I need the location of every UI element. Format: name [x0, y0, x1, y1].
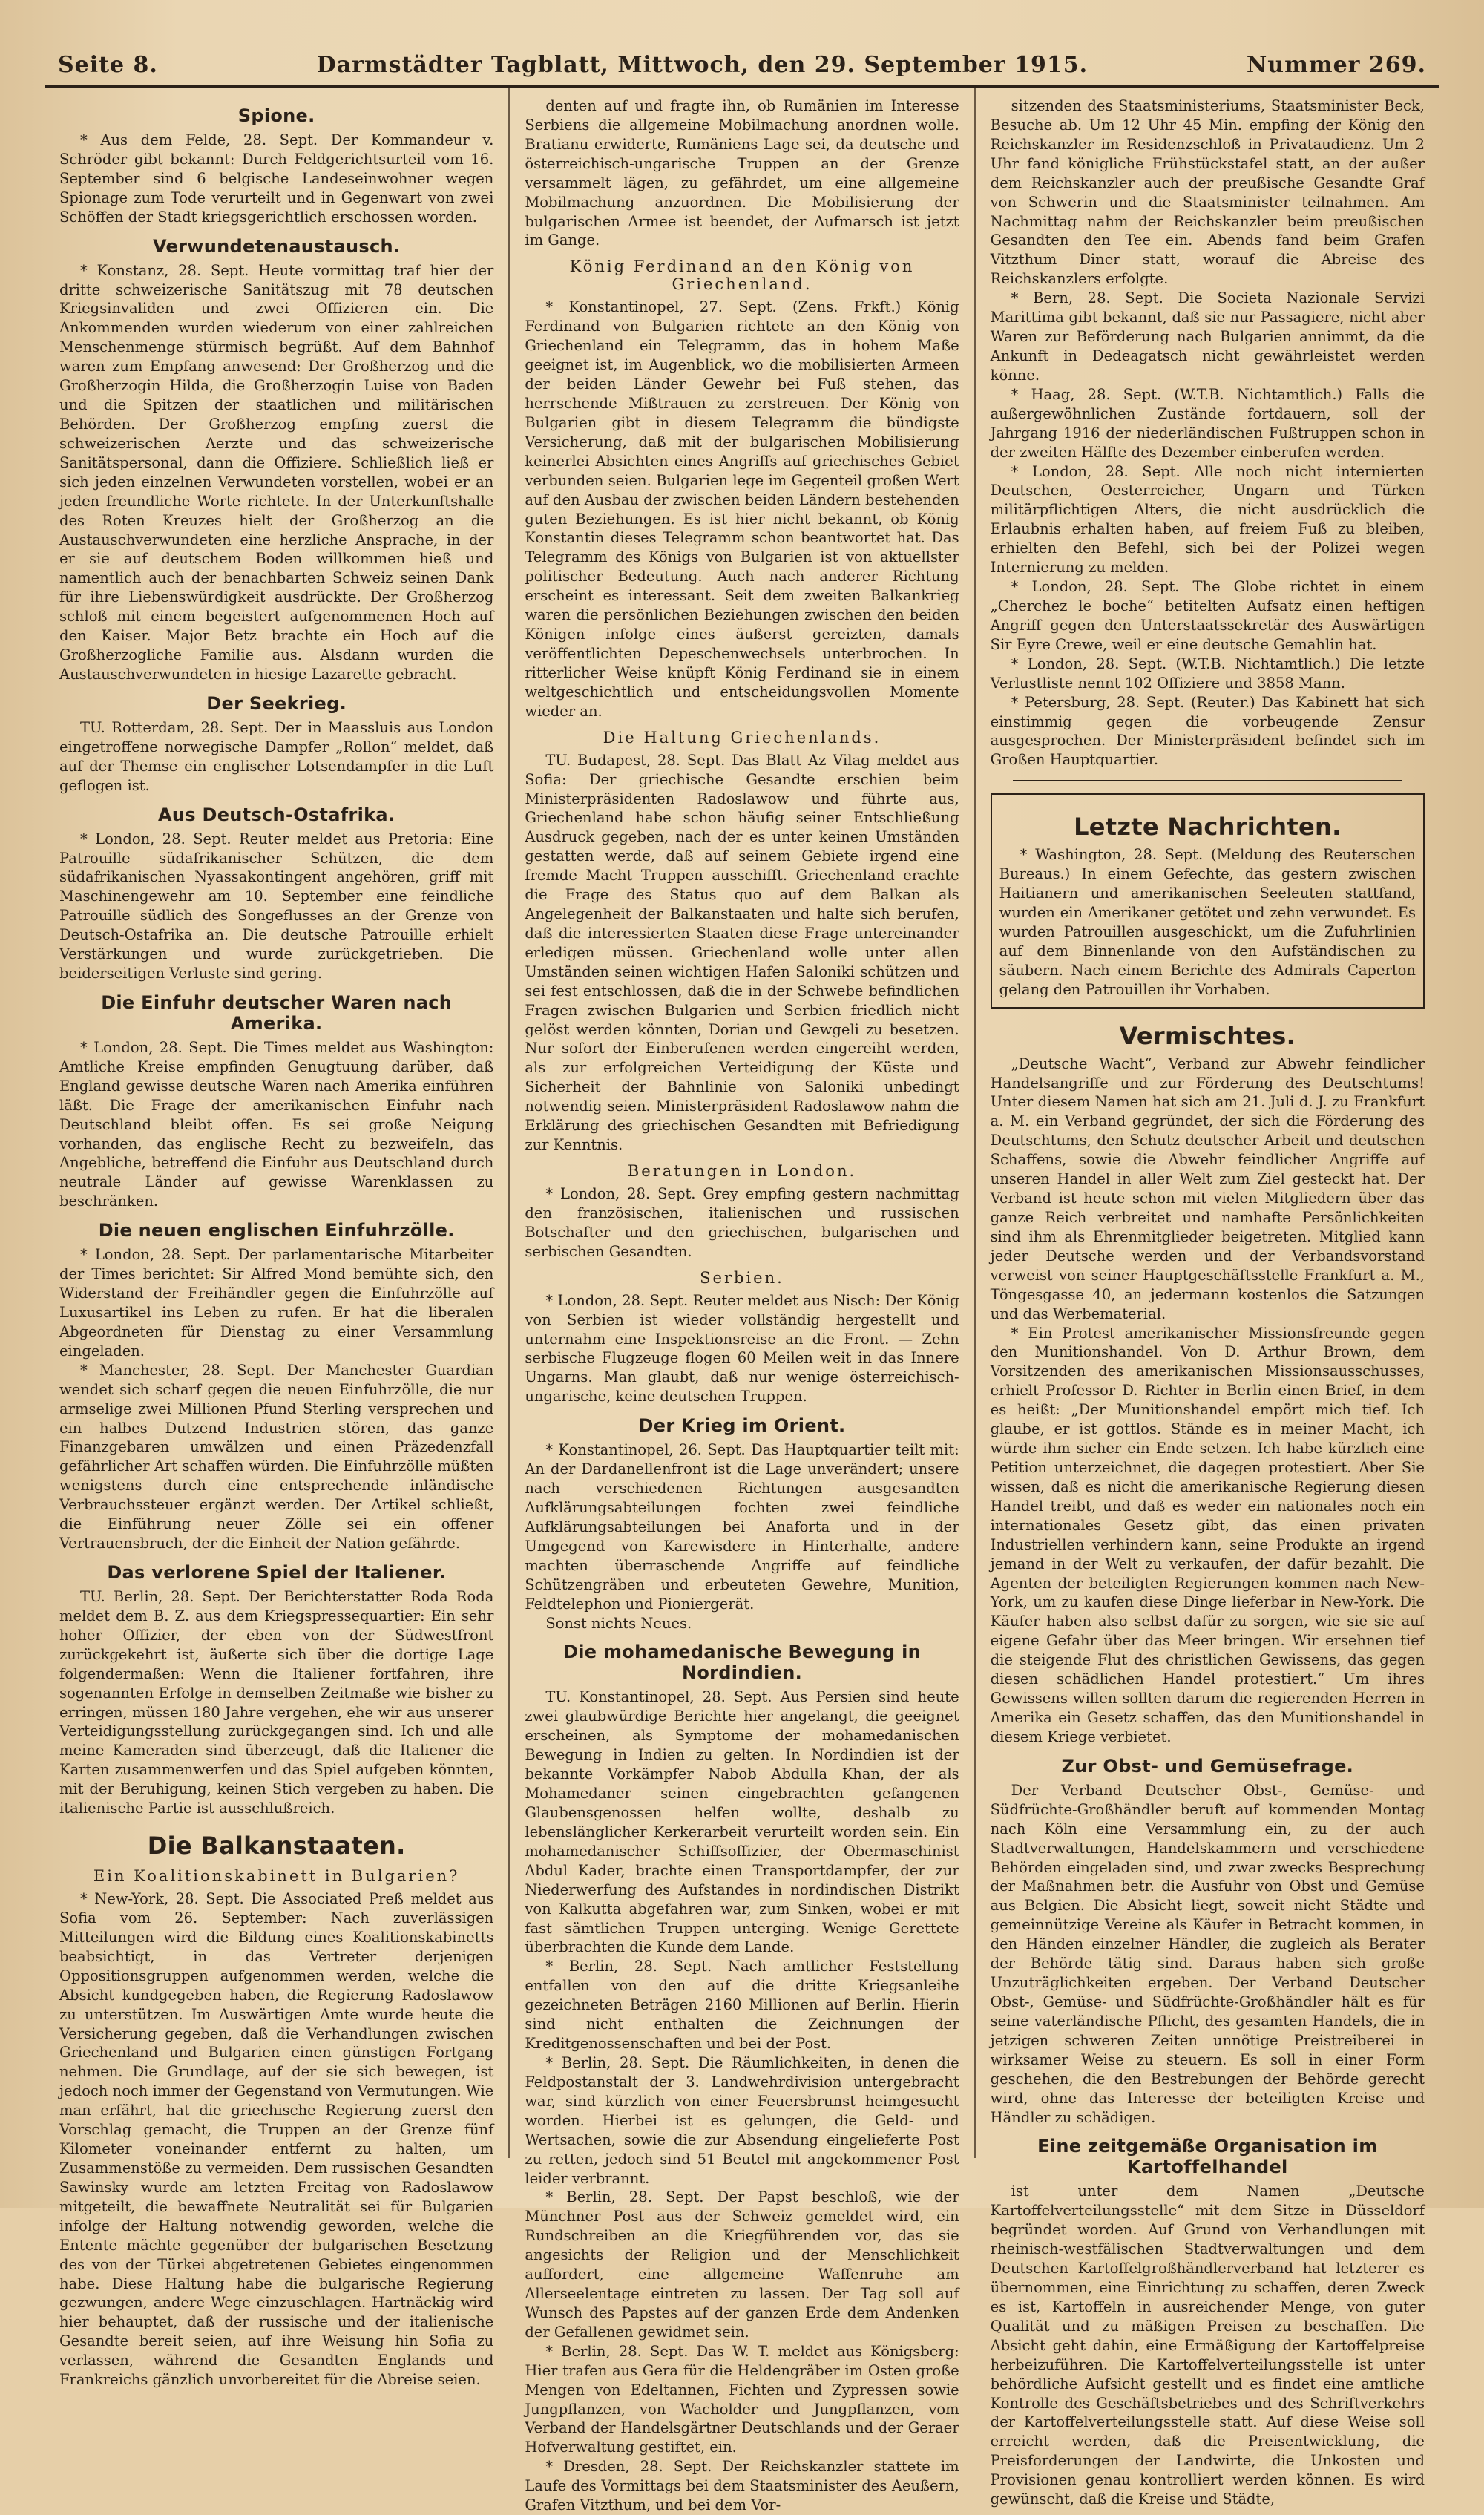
section-heading-large: Vermischtes. [1119, 1021, 1296, 1050]
article-paragraph: * Petersburg, 28. Sept. (Reuter.) Das Kabinett hat sich einstimmig gegen die vorbeugende Zensur ausgesprochen. Der Ministerpräsident befindet sich im Großen Hauptquartier. [990, 693, 1425, 769]
article-paragraph: ist unter dem Namen „Deutsche Kartoffelverteilungsstelle“ mit dem Sitze in Düsseldorf begründet worden. Auf Grund von Verhandlungen mit rheinisch-westfälischen Stadtverwaltungen und dem Deutschen Kartoffelgroßhändlerverband hat letzterer es übernommen, eine Einrichtung zu schaffen, deren Zweck es ist, Kartoffeln in ausreichender Menge, von guter Qualität und zu mäßigen Preisen zu beschaffen. Die Absicht geht dahin, eine Ermäßigung der Kartoffelpreise herbeizuführen. Die Kartoffelverteilungsstelle ist unter behördliche Aufsicht gestellt und es findet eine amtliche Kontrolle des Geschäftsbetriebes und des Schriftverkehrs der Kartoffelverteilungsstelle statt. Auf diese Weise soll erreicht werden, daß die Preisentwicklung, die Preisforderungen der Landwirte, die Unkosten und Provisionen genau kontrolliert werden können. Es wird gewünscht, daß die Kreise und Städte, [990, 2183, 1425, 2508]
columns [45, 88, 1439, 2514]
section-heading: Aus Deutsch-Ostafrika. [157, 804, 395, 825]
article-paragraph: * Haag, 28. Sept. (W.T.B. Nichtamtlich.) Falls die außergewöhnlichen Zustände fortdauern, soll der Jahrgang 1916 der niederländischen Fußtruppen schon in der zweiten Hälfte des Dezember einberufen werden. [990, 385, 1425, 461]
section-heading: Verwundetenaustausch. [152, 235, 401, 257]
page-header [45, 52, 1439, 88]
article-paragraph: * London, 28. Sept. (W.T.B. Nichtamtlich.) Die letzte Verlustliste nennt 102 Offiziere und 3858 Mann. [990, 655, 1425, 692]
article-paragraph: TU. Rotterdam, 28. Sept. Der in Maassluis aus London eingetroffene norwegische Dampfer „Rollon“ meldet, daß auf der Themse ein englischer Lotsendampfer in die Luft geflogen ist. [59, 718, 494, 794]
article-paragraph: TU. Konstantinopel, 28. Sept. Aus Persien sind heute zwei glaubwürdige Berichte hier angelangt, die geeignet erscheinen, als Symptome der mohamedanischen Bewegung in Indien zu gelten. In Nordindien ist der bekannte Vorkämpfer Nabob Abdulla Khan, der als Mohamedaner seinen eingebrachten gefangenen Glaubensgenossen helfen wollte, deshalb zu lebenslänglicher Kerkerarbeit verurteilt worden sein. Ein mohamedanischer Schiffsoffizier, der Obermaschinist Abdul Kader, brachte einen Transportdampfer, der zur Niederwerfung des Aufstandes in nordindischen Distrikt von Kalkutta abgefahren war, zum Sinken, wobei er mit fast sämtlichen Truppen unterging. Wenige Gerettete überbrachten die Kunde dem Lande. [525, 1688, 959, 1956]
section-heading: Eine zeitgemäße Organisation im Kartoffelhandel [1037, 2136, 1378, 2178]
article-paragraph: * Konstantinopel, 26. Sept. Das Hauptquartier teilt mit: An der Dardanellenfront ist die Lage unverändert; unsere nach verschiedenen Richtungen ausgesandten Aufklärungsabteilungen fochten zwei feindliche Aufklärungsabteilungen bei Anaforta und in der Umgegend von Karewisdere in Hinterhalte, andere machten überraschende Angriffe auf feindliche Schützengräben und erbeuteten Gewehre, Munition, Feldtelephon und Pioniergerät. [525, 1441, 959, 1613]
article-paragraph: * Berlin, 28. Sept. Nach amtlicher Feststellung entfallen von den auf die dritte Kriegsanleihe gezeichneten Beträgen 2160 Millionen auf Berlin. Hierin sind nicht enthalten die Zeichnungen der Kreditgenossenschaften und bei der Post. [525, 1958, 959, 2053]
article-paragraph: denten auf und fragte ihn, ob Rumänien im Interesse Serbiens die allgemeine Mobilmachung anordnen wolle. Bratianu erwiderte, Rumäniens Lage sei, da deutsche und österreichisch-ungarische Truppen an der Grenze versammelt lägen, zu gefährdet, um eine allgemeine Mobilmachung anzuordnen. Die Mobilisierung der bulgarischen Armee ist beendet, der Aufmarsch ist jetzt im Gange. [525, 97, 959, 249]
subheading: Beratungen in London. [627, 1162, 857, 1181]
issue-number: Nummer 269. [1246, 52, 1426, 78]
page-number: Seite 8. [58, 52, 158, 78]
article-paragraph: * Berlin, 28. Sept. Der Papst beschloß, wie der Münchner Post aus der Schweiz gemeldet wird, ein Rundschreiben an die Kriegführenden vor, das sie angesichts der Religion und der Menschlichkeit auffordert, eine allgemeine Waffenruhe am Allerseelentage eintreten zu lassen. Der Tag soll auf Wunsch des Papstes auf der ganzen Erde dem Andenken der Gefallenen gewidmet sein. [525, 2188, 959, 2341]
subheading: Die Haltung Griechenlands. [603, 728, 881, 747]
column-2 [510, 88, 975, 2514]
article-paragraph: * Konstantinopel, 27. Sept. (Zens. Frkft.) König Ferdinand von Bulgarien richtete an den König von Griechenland ein Telegramm, das in hohem Maße geeignet ist, im Augenblick, wo die mobilisierten Armeen der beiden Länder Gewehr bei Fuß stehen, das herrschende Mißtrauen zu zerstreuen. Der König von Bulgarien gibt in diesem Telegramm die bündigste Versicherung, daß mit der bulgarischen Mobilisierung keinerlei Absichten eines Angriffs auf griechisches Gebiet verbunden seien. Bulgarien lege im Gegenteil großen Wert auf den Ausbau der zwischen beiden Ländern bestehenden guten Beziehungen. Es ist hier nicht bekannt, ob König Konstantin dieses Telegramm schon beantwortet hat. Das Telegramm des Königs von Bulgarien ist von aktuellster politischer Bedeutung. Auch nach anderer Richtung erscheint es interessant. Seit dem zweiten Balkankrieg waren die persönlichen Beziehungen zwischen den beiden Königen infolge eines äußerst gereizten, damals veröffentlichten Depeschenwechsels unterbrochen. In ritterlicher Weise knüpft König Ferdinand sie in einem weltgeschichtlich und entscheidungsvollen Momente wieder an. [525, 298, 959, 720]
section-heading: Spione. [237, 105, 315, 126]
article-paragraph: * London, 28. Sept. The Globe richtet in einem „Cherchez le boche“ betitelten Aufsatz einen heftigen Angriff gegen den Unterstaatssekretär des Auswärtigen Sir Eyre Crewe, weil er eine deutsche Gemahlin hat. [990, 578, 1425, 653]
article-paragraph: TU. Budapest, 28. Sept. Das Blatt Az Vilag meldet aus Sofia: Der griechische Gesandte erschien beim Ministerpräsidenten Radoslawow und führte aus, Griechenland habe schon häufig seiner Entschließung Ausdruck gegeben, nach der es unter keinen Umständen gestatten werde, daß auf seinem Gebiete irgend eine fremde Macht Truppen ausschifft. Griechenland erachte die Frage des Status quo auf dem Balkan als Angelegenheit der Balkanstaaten und halte sich berufen, daß die interessierten Staaten diese Frage untereinander erledigen müssen. Griechenland wolle unter allen Umständen seinen wichtigen Hafen Saloniki schützen und sei fest entschlossen, daß die in der Schwebe befindlichen Fragen zwischen Bulgarien und Serbien friedlich nicht gelöst werden könnten, Dorian und Gewgeli zu besetzen. Nur sofort der Einberufenen werden eingereiht werden, als zur erfolgreichen Verteidigung der Küste und Sicherheit der Bahnlinie von Saloniki unbedingt notwendig seien. Ministerpräsident Radoslawow nahm die Erklärung des griechischen Gesandten mit Befriedigung zur Kenntnis. [525, 751, 959, 1154]
article-paragraph: TU. Berlin, 28. Sept. Der Berichterstatter Roda Roda meldet dem B. Z. aus dem Kriegspressequartier: Ein sehr hoher Offizier, der eben von der Südwestfront zurückgekehrt ist, äußerte sich über die dortige Lage folgendermaßen: Wenn die Italiener fortfahren, ihre sogenannten Erfolge in demselben Zeitmaße wie bisher zu erringen, müssen 180 Jahre vergehen, ehe wir aus unserer Verteidigungsstellung zurückgegangen sind. Ich und alle meine Kameraden sind überzeugt, daß die Italiener die Karten zusammenwerfen und das Spiel aufgeben könnten, mit der Beruhigung, keinen Stich vergeben zu haben. Die italienische Partie ist ausschlußreich. [59, 1588, 494, 1817]
article-paragraph: * London, 28. Sept. Die Times meldet aus Washington: Amtliche Kreise empfinden Genugtuung darüber, daß England gewisse deutsche Waren nach Amerika einführen läßt. Die Frage der amerikanischen Einfuhr nach Deutschland bleibt offen. Es sei große Neigung vorhanden, das englische Recht zu bezweifeln, das Angebliche, betreffend die Einfuhr aus Deutschland durch neutrale Länder auf gewisse Warenklassen zu beschränken. [59, 1038, 494, 1210]
article-paragraph: „Deutsche Wacht“, Verband zur Abwehr feindlicher Handelsangriffe und zur Förderung des Deutschtums! Unter diesem Namen hat sich am 21. Juli d. J. zu Frankfurt a. M. ein Verband gegründet, der sich die Förderung des Deutschtums, den Schutz deutscher Arbeit und deutschen Schaffens, sowie die Abwehr feindlicher Angriffe auf unseren Handel in aller Welt zum Ziel gesteckt hat. Der Verband ist heute schon mit vielen Mitgliedern über das ganze Reich verbreitet und namhafte Persönlichkeiten sind ihm als Ehrenmitglieder beigetreten. Mitglied kann jeder Deutsche werden und der Verbandsvorstand verweist von seiner Hauptgeschäftsstelle Frankfurt a. M., Töngesgasse 40, an jedermann kostenlos die Satzungen und das Werbematerial. [990, 1055, 1425, 1322]
article-paragraph: Sonst nichts Neues. [545, 1614, 692, 1632]
section-heading: Zur Obst- und Gemüsefrage. [1061, 1755, 1354, 1777]
column-3 [976, 88, 1439, 2508]
section-heading: Der Krieg im Orient. [638, 1415, 846, 1437]
article-paragraph: * Berlin, 28. Sept. Das W. T. meldet aus Königsberg: Hier trafen aus Gera für die Heldengräber im Osten große Mengen von Edeltannen, Fichten und Zypressen sowie Jungpflanzen, von Wacholder und Jungpflanzen, vom Verband der Handelsgärtner Deutschlands und der Geraer Hofverwaltung gestiftet, ein. [525, 2342, 959, 2456]
section-heading: Der Seekrieg. [206, 692, 347, 714]
article-paragraph: * Ein Protest amerikanischer Missionsfreunde gegen den Munitionshandel. Von D. Arthur Brown, dem Vorsitzenden des amerikanischen Missionsausschusses, erhielt Professor D. Richter in Berlin einen Brief, in dem es heißt: „Der Munitionshandel empört mich tief. Ich glaube, er ist gottlos. Stände es in meiner Macht, ich würde ihm sicher ein Ende setzen. Ich habe kürzlich eine Petition unterzeichnet, die dagegen protestiert. Aber Sie wissen, daß es nicht die amerikanische Regierung diesen Handel treibt, und daß es weder ein nationales noch ein internationales Gesetz gibt, das einen privaten Industriellen verhindern kann, seine Produkte an irgend jemand in der Welt zu verkaufen, der dafür bezahlt. Die Agenten der beteiligten Regierungen kommen nach New-York, um zu kaufen diese Dinge lieferbar in New-York. Die Käufer haben also selbst dafür zu sorgen, wie sie sie auf eigene Gefahr über das Meer bringen. Wir ersehnen tief die steigende Flut des christlichen Gewissens, das gegen diesen schädlichen Handel protestiert.“ Um ihres Gewissens willen sollten darum die regierenden Herren in Amerika ein Gesetz schaffen, das den Munitionshandel in diesem Kriege verbietet. [990, 1324, 1425, 1745]
article-paragraph: * London, 28. Sept. Der parlamentarische Mitarbeiter der Times berichtet: Sir Alfred Mond bemühte sich, den Widerstand der Freihändler gegen die Einfuhrzölle auf Luxusartikel ins Leben zu rufen. Er hat die liberalen Abgeordneten für Dienstag zu einer Versammlung eingeladen. [59, 1246, 494, 1360]
latest-news-heading: Letzte Nachrichten. [1074, 813, 1342, 842]
latest-news-paragraph: * Washington, 28. Sept. (Meldung des Reuterschen Bureaus.) In einem Gefechte, das gestern zwischen Haitianern und amerikanischen Seeleuten stattfand, wurden ein Amerikaner getötet und zehn verwundet. Es wurden Patrouillen ausgeschickt, um die Zufuhrlinien auf dem Binnenlande von den Aufständischen zu säubern. Nach einem Berichte des Admirals Caperton gelang den Patrouillen ihr Vorhaben. [999, 846, 1416, 998]
section-heading: Die Einfuhr deutscher Waren nach Amerika. [101, 991, 453, 1034]
article-paragraph: * Konstanz, 28. Sept. Heute vormittag traf hier der dritte schweizerische Sanitätszug mit 78 deutschen Kriegsinvaliden und zwei Offizieren ein. Die Ankommenden wurden wiederum von einer zahlreichen Menschenmenge stürmisch begrüßt. Auf dem Bahnhof waren zum Empfang anwesend: Der Großherzog und die Großherzogin Hilda, die Großherzogin Luise von Baden und die Spitzen der staatlichen und militärischen Behörden. Der Großherzog empfing zuerst die schweizerischen Aerzte und das schweizerische Sanitätspersonal, dann die Offiziere. Schließlich ließ er sich jeden einzelnen Verwundeten vorstellen, wobei er an jeden freundliche Worte richtete. In der Unterkunftshalle des Roten Kreuzes hielt der Großherzog an die Austauschverwundeten eine herzliche Ansprache, in der er sie auf deutschem Boden willkommen hieß und namentlich auch der benachbarten Schweiz seinen Dank für ihre Liebenswürdigkeit ausdrückte. Der Großherzog schloß mit einem begeistert aufgenommenen Hoch auf den Kaiser. Major Betz brachte ein Hoch auf die Großherzogliche Familie aus. Alsdann wurden die Austauschverwundeten in hiesige Lazarette gebracht. [59, 261, 494, 683]
article-paragraph: * Berlin, 28. Sept. Die Räumlichkeiten, in denen die Feldpostanstalt der 3. Landwehrdivision untergebracht war, sind kürzlich von einer Feuersbrunst heimgesucht worden. Hierbei ist es gelungen, die Geld- und Wertsachen, sowie die zur Absendung eingelieferte Post zu retten, jedoch sind 51 Beutel mit angekommener Post leider verbrannt. [525, 2053, 959, 2187]
article-paragraph: * London, 28. Sept. Reuter meldet aus Nisch: Der König von Serbien ist wieder vollständig hergestellt und unternahm eine Inspektionsreise an die Front. — Zehn serbische Flugzeuge flogen 60 Meilen weit in das Innere Ungarns. Man glaubt, daß nur wenige österreichisch-ungarische, keine deutschen Truppen. [525, 1291, 959, 1406]
article-paragraph: * London, 28. Sept. Reuter meldet aus Pretoria: Eine Patrouille südafrikanischer Schützen, die dem südafrikanischen Nyassakontingent angehören, griff mit Maschinengewehr am 10. September eine feindliche Patrouille südlich des Songeflusses an der Grenze von Deutsch-Ostafrika an. Die deutsche Patrouille erhielt Verstärkungen und wurde zurückgetrieben. Die beiderseitigen Verluste sind gering. [59, 830, 494, 983]
latest-news-box [991, 793, 1425, 1008]
subheading: Ein Koalitionskabinett in Bulgarien? [93, 1867, 460, 1886]
article-paragraph: * Aus dem Felde, 28. Sept. Der Kommandeur v. Schröder gibt bekannt: Durch Feldgerichtsurteil vom 16. September sind 6 belgische Landeseinwohner wegen Spionage zum Tode verurteilt und in Gegenwart von zwei Schöffen der Stadt kriegsgerichtlich erschossen worden. [59, 131, 494, 226]
article-paragraph: Der Verband Deutscher Obst-, Gemüse- und Südfrüchte-Großhändler beruft auf kommenden Montag nach Köln eine Versammlung ein, zu der auch Stadtverwaltungen, Handelskammern und verschiedene Behörden eingeladen sind, und zwar zwecks Besprechung der Maßnahmen betr. die Ausfuhr von Obst und Gemüse aus Belgien. Die Absicht liegt, soweit nicht Städte und gemeinnützige Vereine als Käufer in Betracht kommen, in den Händen einzelner Händler, die zugleich als Berater der Behörde tätig sind. Daraus haben sich große Unzuträglichkeiten ergeben. Der Verband Deutscher Obst-, Gemüse- und Südfrüchte-Großhändler hält es für seine vaterländische Pflicht, des gesamten Handels, die in jetzigen schweren Zeiten unnötige Preistreiberei in wirksamer Weise zu steuern. Es soll in einer Form geschehen, die den Bestrebungen der Behörde gerecht wird, ohne das Interesse der beteiligten Kreise und Händler zu schädigen. [990, 1781, 1425, 2126]
section-heading: Das verlorene Spiel der Italiener. [107, 1562, 446, 1583]
article-paragraph: * Dresden, 28. Sept. Der Reichskanzler stattete im Laufe des Vormittags bei dem Staatsminister des Aeußern, Grafen Vitzthum, und bei dem Vor- [525, 2458, 959, 2514]
column-1 [45, 88, 510, 2389]
article-paragraph: sitzenden des Staatsministeriums, Staatsminister Beck, Besuche ab. Um 12 Uhr 45 Min. empfing der König den Reichskanzler im Residenzschloß in Privataudienz. Um 2 Uhr fand königliche Frühstückstafel statt, an der außer dem Reichskanzler auch der preußische Gesandte Graf von Schwerin und die Staatsminister teilnahmen. Am Nachmittag nahm der Reichskanzler beim preußischen Gesandten den Tee ein. Abends fand beim Grafen Vitzthum Diner statt, worauf die Abreise des Reichskanzlers erfolgte. [990, 97, 1425, 288]
article-paragraph: * Manchester, 28. Sept. Der Manchester Guardian wendet sich scharf gegen die neuen Einfuhrzölle, die nur armselige zwei Millionen Pfund Sterling versprechen und ein halbes Dutzend Industrien stören, das ganze Finanzgebaren umwälzen und einen Präzedenzfall gefährlicher Art schaffen würden. Die Einfuhrzölle müßten wenigstens durch eine entsprechende inländische Verbrauchssteuer ergänzt werden. Der Artikel schließt, die Einführung neuer Zölle sei ein offener Vertrauensbruch, der die Einheit der Nation gefährde. [59, 1361, 494, 1552]
section-heading: Die mohamedanische Bewegung in Nordindien. [563, 1642, 921, 1684]
article-paragraph: * London, 28. Sept. Alle noch nicht internierten Deutschen, Oesterreicher, Ungarn und Türken militärpflichtigen Alters, die nicht ausdrücklich die Erlaubnis erhalten haben, auf freiem Fuß zu bleiben, erhielten den Befehl, sich bei der Polizei wegen Internierung zu melden. [990, 462, 1425, 577]
section-heading-large: Die Balkanstaaten. [147, 1832, 406, 1860]
subheading: Serbien. [700, 1268, 784, 1287]
article-paragraph: * New-York, 28. Sept. Die Associated Preß meldet aus Sofia vom 26. September: Nach zuverlässigen Mitteilungen wird die Bildung eines Koalitionskabinetts beabsichtigt, in das Vertreter derjenigen Oppositionsgruppen aufgenommen werden, welche die Absicht kundgegeben haben, die Regierung Radoslawow zu unterstützen. Im Auswärtigen Amte wurde heute die Versicherung gegeben, daß die Verhandlungen zwischen Griechenland und Bulgarien einen günstigen Fortgang nehmen. Die Grundlage, auf der sie sich bewegen, ist jedoch noch immer der Gegenstand von Vermutungen. Wie man erfährt, hat die griechische Regierung zuerst den Vorschlag gemacht, die Truppen an der Grenze fünf Kilometer voneinander entfernt zu halten, um Zusammenstöße zu vermeiden. Dem russischen Gesandten Sawinsky wurde am letzten Freitag von Radoslawow mitgeteilt, die bewaffnete Neutralität sei für Bulgarien infolge der Haltung notwendig geworden, welche die Entente mächte gegenüber der bulgarischen Besetzung des von der Türkei abgetretenen Gebietes eingenommen habe. Diese Haltung habe die bulgarische Regierung gezwungen, andere Wege einzuschlagen. Hartnäckig wird hier behauptet, daß der russische und der italienische Gesandte bereit seien, auf ihre Weisung hin Sofia zu verlassen, während die Gesandten Englands und Frankreichs gänzlich unvorbereitet für die Abreise seien. [59, 1890, 494, 2389]
section-heading: Die neuen englischen Einfuhrzölle. [98, 1220, 455, 1242]
article-paragraph: * London, 28. Sept. Grey empfing gestern nachmittag den französischen, italienischen und russischen Botschafter und den griechischen, bulgarischen und serbischen Gesandten. [525, 1185, 959, 1260]
divider [1013, 780, 1402, 781]
subheading: König Ferdinand an den König von Griechenland. [569, 258, 915, 294]
article-paragraph: * Bern, 28. Sept. Die Societa Nazionale Servizi Marittima gibt bekannt, daß sie nur Passagiere, nicht aber Waren zur Beförderung nach Bulgarien annimmt, da die Ankunft in Dedeagatsch nicht gewährleistet werden könne. [990, 289, 1425, 384]
masthead-date: Darmstädter Tagblatt, Mittwoch, den 29. September 1915. [316, 52, 1089, 78]
